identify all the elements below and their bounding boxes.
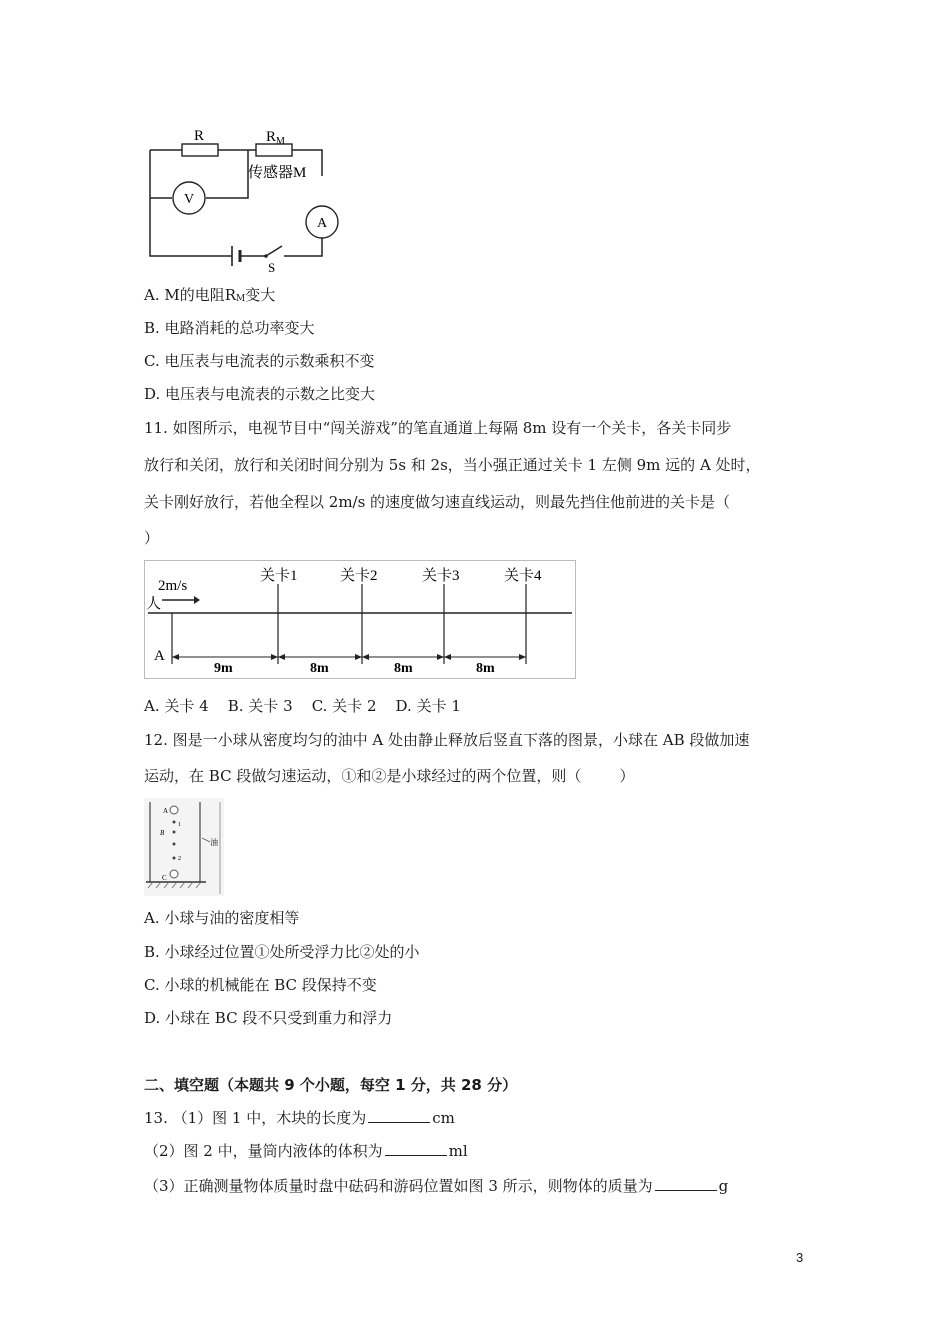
label-sensor: 传感器M bbox=[248, 165, 307, 181]
distance-1-label: 9m bbox=[214, 661, 233, 676]
resistor-rm bbox=[256, 144, 292, 156]
label-a: A bbox=[317, 216, 328, 231]
gate-4-label: 关卡4 bbox=[504, 568, 542, 584]
answer-blank[interactable] bbox=[368, 1108, 430, 1123]
label-p2: 2 bbox=[178, 856, 181, 862]
distance-2-label: 8m bbox=[310, 661, 329, 676]
label-rm: R bbox=[266, 129, 277, 145]
q12-line-2: 运动，在 BC 段做匀速运动，①和②是小球经过的两个位置，则（ ） bbox=[144, 767, 635, 785]
section-2-heading: 二、填空题（本题共 9 个小题，每空 1 分，共 28 分） bbox=[144, 1076, 518, 1094]
q10-option-c: C. 电压表与电流表的示数乘积不变 bbox=[144, 352, 375, 370]
q10-option-a: A. M的电阻RM变大 bbox=[144, 286, 276, 304]
q12-option-a: A. 小球与油的密度相等 bbox=[144, 909, 300, 927]
q10-option-d: D. 电压表与电流表的示数之比变大 bbox=[144, 385, 376, 403]
q12-option-d: D. 小球在 BC 段不只受到重力和浮力 bbox=[144, 1009, 393, 1027]
q13-part-3: （3）正确测量物体质量时盘中砝码和游码位置如图 3 所示，则物体的质量为 g bbox=[144, 1177, 729, 1195]
circuit-diagram bbox=[144, 122, 344, 272]
ball-end-icon bbox=[170, 870, 178, 878]
q12-option-b: B. 小球经过位置①处所受浮力比②处的小 bbox=[144, 943, 420, 961]
q11-line-2: 放行和关闭，放行和关闭时间分别为 5s 和 2s，当小强正通过关卡 1 左侧 9m 远的 A 处时， bbox=[144, 456, 761, 474]
q13-part-2: （2）图 2 中，量筒内液体的体积为 ml bbox=[144, 1142, 468, 1160]
oil-ball-diagram bbox=[144, 798, 224, 896]
label-r: R bbox=[194, 128, 205, 144]
q12-option-c: C. 小球的机械能在 BC 段保持不变 bbox=[144, 976, 377, 994]
q11-options: A. 关卡 4 B. 关卡 3 C. 关卡 2 D. 关卡 1 bbox=[144, 697, 461, 715]
q10-option-b: B. 电路消耗的总功率变大 bbox=[144, 319, 315, 337]
q11-line-1: 11. 如图所示，电视节目中“闯关游戏”的笔直通道上每隔 8m 设有一个关卡，各关卡同步 bbox=[144, 419, 732, 437]
ball-start-icon bbox=[170, 806, 178, 814]
answer-blank[interactable] bbox=[385, 1141, 447, 1156]
gate-1-label: 关卡1 bbox=[260, 568, 298, 584]
person-label: 人 bbox=[146, 596, 162, 612]
q11-line-4: ） bbox=[144, 529, 160, 547]
svg-text:RM bbox=[266, 129, 285, 147]
answer-blank[interactable] bbox=[655, 1176, 717, 1191]
speed-label: 2m/s bbox=[158, 578, 188, 594]
resistor-r bbox=[182, 144, 218, 156]
page-number: 3 bbox=[796, 1250, 804, 1265]
label-b: B bbox=[160, 829, 165, 837]
label-p1: 1 bbox=[178, 822, 181, 828]
q13-part-1: 13. （1）图 1 中，木块的长度为 cm bbox=[144, 1109, 455, 1127]
gates-diagram bbox=[144, 560, 576, 680]
label-v: V bbox=[184, 192, 195, 207]
distance-3-label: 8m bbox=[394, 661, 413, 676]
point-a-label: A bbox=[154, 648, 165, 664]
gate-3-label: 关卡3 bbox=[422, 568, 460, 584]
label-oil: 油 bbox=[210, 838, 218, 847]
q12-line-1: 12. 图是一小球从密度均匀的油中 A 处由静止释放后竖直下落的图景，小球在 AB 段做加速 bbox=[144, 731, 750, 749]
label-c: C bbox=[162, 874, 167, 882]
gate-2-label: 关卡2 bbox=[340, 568, 378, 584]
label-rm-sub: M bbox=[276, 136, 285, 147]
distance-4-label: 8m bbox=[476, 661, 495, 676]
label-s: S bbox=[268, 260, 276, 272]
label-a: A bbox=[163, 807, 169, 815]
q11-line-3: 关卡刚好放行，若他全程以 2m/s 的速度做匀速直线运动，则最先挡住他前进的关卡是（ bbox=[144, 493, 731, 511]
switch-icon bbox=[266, 246, 282, 256]
